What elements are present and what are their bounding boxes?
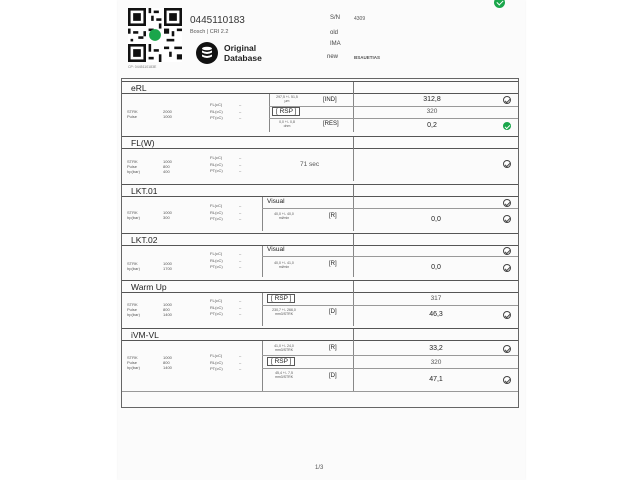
new-value: BSAUETIAS xyxy=(354,55,381,60)
unit-text: mm3/STRK xyxy=(274,312,294,316)
field-value: – xyxy=(239,115,242,120)
check-circle-icon xyxy=(503,96,511,104)
warmup-range xyxy=(267,308,301,316)
divider xyxy=(353,341,354,391)
divider xyxy=(262,256,518,257)
range-text: 45,4 +/- 7,5 xyxy=(275,371,293,375)
ind-range xyxy=(272,95,302,103)
param-value: 2000 xyxy=(163,109,172,114)
sn-value: 4309 xyxy=(354,16,366,22)
part-number: 0445110183 xyxy=(190,15,245,26)
field-value: – xyxy=(239,251,242,256)
field-label: RL(cC) xyxy=(210,161,223,167)
field-label: PT(cC) xyxy=(210,216,223,221)
param-label: STRK xyxy=(127,355,138,360)
param-value: 1000 xyxy=(163,159,172,164)
section-title: LKT.02 xyxy=(131,234,158,245)
lkt02-params xyxy=(127,261,172,271)
res-range xyxy=(272,120,302,128)
visual-label: Visual xyxy=(267,246,285,253)
check-circle-icon xyxy=(503,160,511,168)
check-circle-icon xyxy=(503,376,511,384)
rsp-value: 320 xyxy=(430,359,442,366)
param-label: STRK xyxy=(127,109,138,114)
field-label: RL(cC) xyxy=(210,108,223,114)
section-header-ivmvl xyxy=(122,328,518,341)
check-circle-icon xyxy=(503,122,511,130)
ivmvl-d-range xyxy=(267,371,301,379)
divider xyxy=(262,368,518,369)
lkt01-fields xyxy=(210,203,241,223)
section-header-erl xyxy=(122,81,518,94)
rsp-value: 320 xyxy=(426,108,438,115)
unit-text: ml/min xyxy=(278,216,290,220)
range-text: 40,0 +/- 40,0 xyxy=(274,212,294,216)
divider xyxy=(353,185,354,197)
check-circle-icon xyxy=(503,215,511,223)
rsp-value: 317 xyxy=(430,295,442,302)
check-circle-icon xyxy=(503,311,511,319)
param-value: 800 xyxy=(163,164,170,169)
field-label: RL(cC) xyxy=(210,209,223,215)
ivmvl-r-value: 33,2 xyxy=(429,345,443,352)
section-title: FL(W) xyxy=(131,137,155,148)
field-value: – xyxy=(239,161,242,167)
field-label: FL(cC) xyxy=(210,251,223,256)
section-header-lkt02 xyxy=(122,233,518,246)
param-label: Pulse xyxy=(127,307,138,312)
field-value: – xyxy=(239,168,242,173)
divider xyxy=(353,234,354,246)
field-label: FL(cC) xyxy=(210,353,223,358)
param-value: 1400 xyxy=(163,312,172,317)
lkt01-params xyxy=(127,210,172,220)
field-value: – xyxy=(239,298,242,303)
field-value: – xyxy=(239,304,242,310)
param-label: STRK xyxy=(127,302,138,307)
field-value: – xyxy=(239,155,242,160)
timer-text: 71 sec xyxy=(300,161,320,168)
ind-value: 312,8 xyxy=(423,96,441,103)
divider xyxy=(262,208,518,209)
res-value: 0,2 xyxy=(427,122,437,129)
param-label: hp(bar) xyxy=(127,169,140,174)
field-value: – xyxy=(239,216,242,221)
lkt01-tag: [R] xyxy=(329,213,337,219)
ivmvl-d-tag: [D] xyxy=(329,373,337,379)
report-page xyxy=(118,0,525,480)
param-label: hp(bar) xyxy=(127,215,140,220)
old-label: old xyxy=(330,30,339,36)
field-label: FL(cC) xyxy=(210,298,223,303)
divider xyxy=(353,197,354,231)
ivmvl-params xyxy=(127,355,172,370)
divider xyxy=(353,94,354,132)
param-value: 800 xyxy=(163,307,170,312)
check-circle-icon xyxy=(494,0,505,8)
divider xyxy=(262,341,263,391)
field-label: PT(cC) xyxy=(210,264,223,269)
param-label: STRK xyxy=(127,159,138,164)
field-value: – xyxy=(239,108,242,114)
field-value: – xyxy=(239,257,242,263)
field-label: PT(cC) xyxy=(210,168,223,173)
range-text: 41,0 +/- 24,0 xyxy=(274,344,294,348)
new-label: new xyxy=(327,54,339,60)
param-label: STRK xyxy=(127,210,138,215)
field-value: – xyxy=(239,264,242,269)
range-text: 297,5 +/- 51,5 xyxy=(276,95,298,99)
section-title: LKT.01 xyxy=(131,185,158,196)
rsp-label: [ RSP ] xyxy=(272,107,300,116)
rsp-label: [ RSP ] xyxy=(267,294,295,303)
divider xyxy=(353,137,354,149)
divider xyxy=(262,197,263,231)
database-icon xyxy=(196,42,218,64)
unit-text: ml/min xyxy=(278,265,290,269)
section-header-warmup xyxy=(122,280,518,293)
param-value: 1400 xyxy=(163,365,172,370)
param-value: 300 xyxy=(163,215,170,220)
erl-params xyxy=(127,109,172,119)
section-header-lkt01 xyxy=(122,184,518,197)
divider xyxy=(262,355,518,356)
divider xyxy=(269,118,518,119)
param-value: 800 xyxy=(163,360,170,365)
range-text: 40,0 +/- 41,0 xyxy=(274,261,294,265)
divider xyxy=(353,281,354,293)
lkt02-range xyxy=(267,261,301,269)
field-label: FL(cC) xyxy=(210,155,223,160)
warmup-value: 46,3 xyxy=(429,311,443,318)
divider xyxy=(353,82,354,94)
res-tag: [RES] xyxy=(323,121,339,127)
ind-tag: [IND] xyxy=(323,97,337,103)
param-value: 1000 xyxy=(163,114,172,119)
qr-code xyxy=(128,8,182,62)
field-value: – xyxy=(239,353,242,358)
lkt01-value: 0,0 xyxy=(431,216,441,223)
field-value: – xyxy=(239,209,242,215)
flw-params xyxy=(127,159,172,174)
lkt02-fields xyxy=(210,251,241,271)
check-circle-icon xyxy=(503,264,511,272)
field-value: – xyxy=(239,366,242,371)
field-value: – xyxy=(239,102,242,107)
param-value: 400 xyxy=(163,169,170,174)
sn-label: S/N xyxy=(330,15,341,21)
lkt02-tag: [R] xyxy=(329,261,337,267)
param-value: 1000 xyxy=(163,355,172,360)
divider xyxy=(353,246,354,277)
param-value: 1000 xyxy=(163,210,172,215)
param-label: Pulse xyxy=(127,164,138,169)
param-value: 1700 xyxy=(163,266,172,271)
param-label: Pulse xyxy=(127,360,138,365)
unit-text: mm3/STRK xyxy=(274,348,294,352)
field-label: RL(cC) xyxy=(210,359,223,365)
divider xyxy=(262,305,518,306)
qr-code-text: CP: 0445110183E xyxy=(128,65,157,69)
param-label: STRK xyxy=(127,261,138,266)
ivmvl-fields xyxy=(210,353,241,373)
field-label: PT(cC) xyxy=(210,115,223,120)
logo-line2: Database xyxy=(224,53,262,63)
divider xyxy=(262,246,263,277)
warmup-tag: [D] xyxy=(329,309,337,315)
logo-text xyxy=(224,43,262,63)
ivmvl-r-tag: [R] xyxy=(329,345,337,351)
divider xyxy=(353,149,354,181)
param-label: hp(bar) xyxy=(127,365,140,370)
param-label: Pulse xyxy=(127,114,138,119)
flw-fields xyxy=(210,155,241,175)
ivmvl-d-value: 47,1 xyxy=(429,376,443,383)
ima-label: IMA xyxy=(330,41,341,47)
visual-label: Visual xyxy=(267,198,285,205)
ivmvl-r-range xyxy=(267,344,301,352)
part-description: Bosch | CRI 2.2 xyxy=(190,29,229,35)
param-label: hp(bar) xyxy=(127,312,140,317)
divider xyxy=(262,293,263,326)
rsp-label: [ RSP ] xyxy=(267,357,295,366)
section-title: eRL xyxy=(131,82,147,93)
divider xyxy=(269,94,270,132)
field-label: FL(cC) xyxy=(210,203,223,208)
param-value: 1000 xyxy=(163,261,172,266)
field-value: – xyxy=(239,311,242,316)
section-title: iVM-VL xyxy=(131,329,159,340)
divider xyxy=(353,293,354,326)
page-number: 1/3 xyxy=(315,465,324,471)
field-label: PT(cC) xyxy=(210,366,223,371)
warmup-params xyxy=(127,302,172,317)
unit-text: ohm xyxy=(283,124,291,128)
lkt02-value: 0,0 xyxy=(431,264,441,271)
check-circle-icon xyxy=(503,247,511,255)
erl-fields xyxy=(210,102,241,122)
lkt01-range xyxy=(267,212,301,220)
check-circle-icon xyxy=(503,199,511,207)
range-text: 0,0 +/- 0,8 xyxy=(279,120,295,124)
unit-text: mm3/STRK xyxy=(274,375,294,379)
logo-line1: Original xyxy=(224,43,257,53)
divider xyxy=(353,329,354,341)
field-label: FL(cC) xyxy=(210,102,223,107)
qr-code-image xyxy=(128,8,182,62)
section-title: Warm Up xyxy=(131,281,167,292)
field-value: – xyxy=(239,359,242,365)
divider xyxy=(269,106,518,107)
section-header-flw xyxy=(122,136,518,149)
results-table xyxy=(121,78,519,408)
field-label: RL(cC) xyxy=(210,257,223,263)
warmup-fields xyxy=(210,298,241,318)
check-circle-icon xyxy=(503,345,511,353)
param-label: hp(bar) xyxy=(127,266,140,271)
unit-text: µm xyxy=(284,99,290,103)
range-text: 230,7 +/- 266,0 xyxy=(272,308,296,312)
field-label: PT(cC) xyxy=(210,311,223,316)
field-label: RL(cC) xyxy=(210,304,223,310)
divider xyxy=(122,391,518,392)
field-value: – xyxy=(239,203,242,208)
param-value: 1000 xyxy=(163,302,172,307)
